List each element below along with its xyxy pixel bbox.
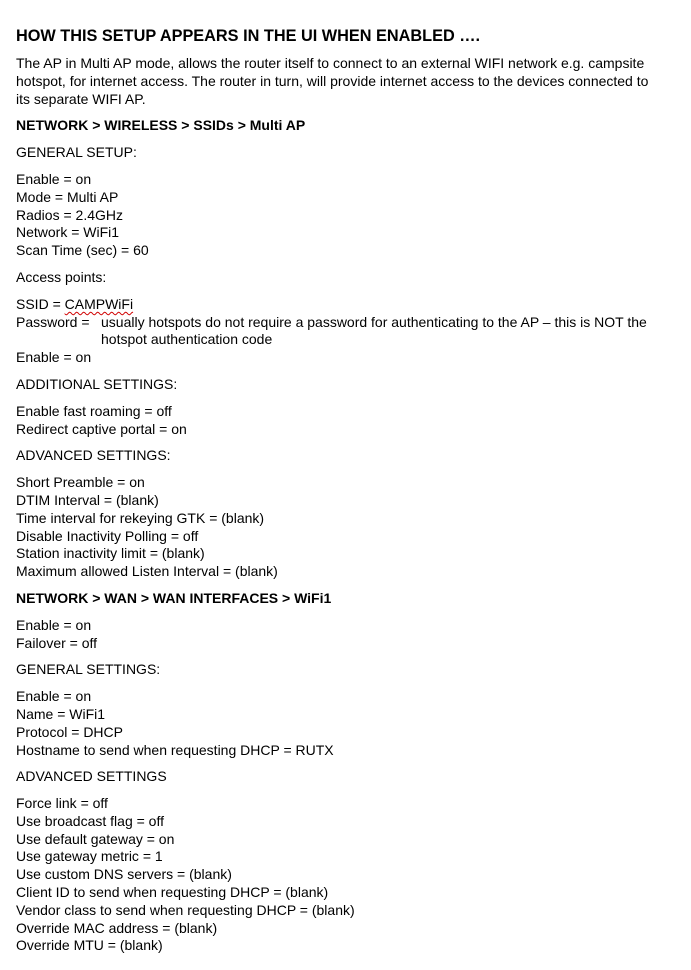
setting-line: DTIM Interval = (blank) bbox=[16, 491, 159, 508]
setting-line: Override MTU = (blank) bbox=[16, 937, 163, 954]
ssid-prefix: SSID = bbox=[16, 295, 65, 312]
setting-line: Enable = on bbox=[16, 688, 92, 705]
setting-line: Mode = Multi AP bbox=[16, 188, 119, 205]
general-setup-label: GENERAL SETUP: bbox=[16, 144, 137, 161]
setting-line: Vendor class to send when requesting DHCP = (blank) bbox=[16, 901, 355, 918]
section-heading-multi-ap: NETWORK > WIRELESS > SSIDs > Multi AP bbox=[16, 117, 306, 134]
setting-line: Use gateway metric = 1 bbox=[16, 848, 163, 865]
wan-general-list bbox=[16, 688, 675, 759]
setting-line: Hostname to send when requesting DHCP = RUTX bbox=[16, 741, 334, 758]
ssid-value: CAMPWiFi bbox=[64, 295, 134, 312]
advanced-settings-label: ADVANCED SETTINGS: bbox=[16, 447, 171, 464]
document-title: HOW THIS SETUP APPEARS IN THE UI WHEN ENABLED …. bbox=[16, 27, 481, 45]
additional-settings-list bbox=[16, 403, 675, 439]
setting-line: Name = WiFi1 bbox=[16, 705, 106, 722]
setting-line: Enable = on bbox=[16, 170, 92, 187]
setting-line: Time interval for rekeying GTK = (blank) bbox=[16, 509, 265, 526]
access-points-list bbox=[16, 296, 675, 367]
additional-settings-label: ADDITIONAL SETTINGS: bbox=[16, 375, 178, 392]
setting-line: Use default gateway = on bbox=[16, 830, 175, 847]
setting-line: Redirect captive portal = on bbox=[16, 420, 187, 437]
password-label: Password = bbox=[16, 313, 90, 330]
setting-line: Enable = on bbox=[16, 349, 92, 366]
setting-line: Override MAC address = (blank) bbox=[16, 919, 218, 936]
setting-line: Client ID to send when requesting DHCP = (blank) bbox=[16, 884, 329, 901]
password-value: usually hotspots do not require a password for authenticating to the AP – this is NOT the hotspot authentication code bbox=[101, 313, 647, 348]
setting-line: Enable fast roaming = off bbox=[16, 402, 172, 419]
setting-line: Network = WiFi1 bbox=[16, 224, 120, 241]
setting-line: Enable = on bbox=[16, 616, 92, 633]
setting-line: Station inactivity limit = (blank) bbox=[16, 545, 205, 562]
setting-line: Disable Inactivity Polling = off bbox=[16, 527, 199, 544]
access-points-label: Access points: bbox=[16, 268, 107, 285]
intro-paragraph: The AP in Multi AP mode, allows the router itself to connect to an external WIFI network e.g. campsite hotspot, for internet access. The router in turn, will provide internet access to the devices connected to its separate WIFI AP. bbox=[16, 55, 649, 107]
setting-line: Use broadcast flag = off bbox=[16, 812, 164, 829]
setting-line: Protocol = DHCP bbox=[16, 723, 123, 740]
setting-line: Maximum allowed Listen Interval = (blank) bbox=[16, 563, 278, 580]
setting-line: Scan Time (sec) = 60 bbox=[16, 242, 149, 259]
general-settings-label: GENERAL SETTINGS: bbox=[16, 661, 161, 678]
ssid-line bbox=[16, 296, 675, 314]
setting-line: Short Preamble = on bbox=[16, 474, 145, 491]
wan-advanced-settings-label: ADVANCED SETTINGS bbox=[16, 768, 167, 785]
advanced-settings-list bbox=[16, 474, 675, 581]
setting-line: Force link = off bbox=[16, 795, 108, 812]
wan-advanced-list bbox=[16, 795, 675, 955]
section-heading-wan-wifi1: NETWORK > WAN > WAN INTERFACES > WiFi1 bbox=[16, 589, 332, 606]
setting-line: Radios = 2.4GHz bbox=[16, 206, 123, 223]
general-setup-list bbox=[16, 171, 675, 260]
password-line bbox=[16, 314, 675, 350]
setting-line: Use custom DNS servers = (blank) bbox=[16, 866, 232, 883]
wan-top-list bbox=[16, 617, 675, 653]
setting-line: Failover = off bbox=[16, 634, 98, 651]
